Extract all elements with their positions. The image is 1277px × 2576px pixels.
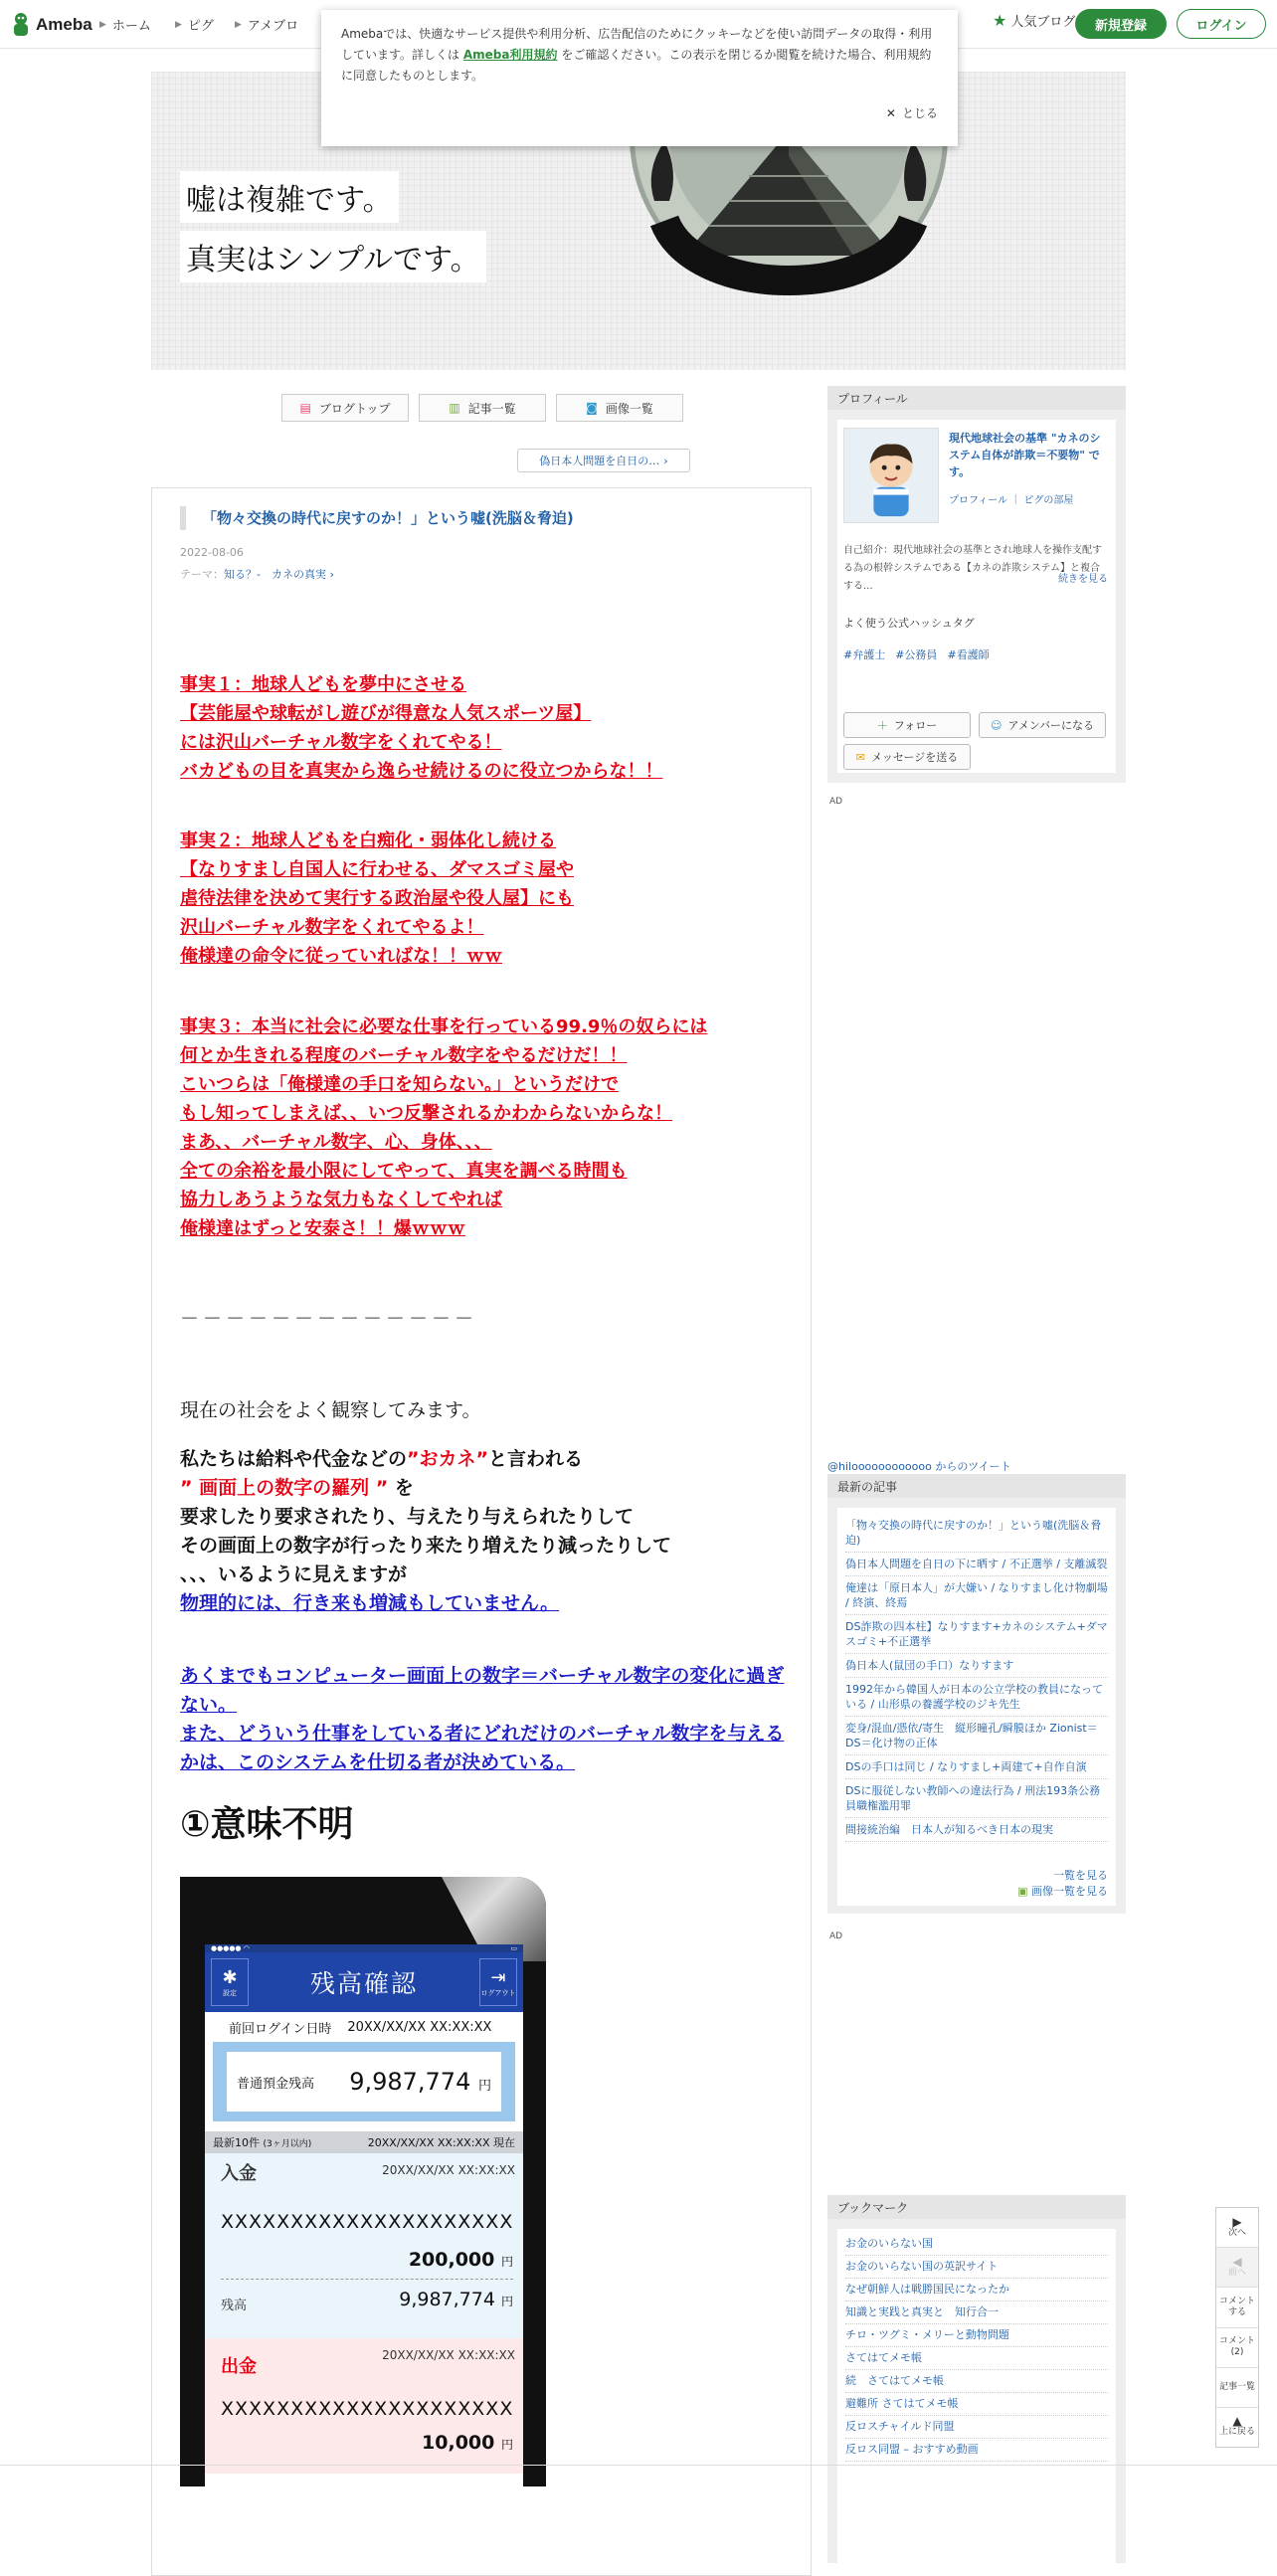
para1-blue-line: 物理的には、行き来も増減もしていません。 <box>180 1592 560 1614</box>
nav-ameblo[interactable]: ▶ アメブロ <box>235 19 299 34</box>
screen-header <box>205 1952 523 2012</box>
fact1-line: 事実１：地球人どもを夢中にさせる <box>180 674 466 695</box>
para1-line: 、、、いるように見えますが <box>180 1564 408 1585</box>
bookmark-heading: ブックマーク <box>827 2195 1126 2219</box>
bookmark-item[interactable]: さてはてメモ帳 <box>845 2347 1108 2370</box>
phone-screen <box>205 1944 523 2486</box>
back-to-top-button[interactable]: ▲ 上に戻る <box>1218 2414 1255 2438</box>
fact1-line: 【芸能屋や球転がし遊びが得意な人気スポーツ屋】 <box>180 703 592 724</box>
follow-button[interactable]: ＋ フォロー <box>843 712 971 738</box>
camera-icon: ◙ <box>586 401 598 415</box>
bookmark-item[interactable]: お金のいらない国 <box>845 2233 1108 2256</box>
comments-count-button[interactable]: コメント(2) <box>1216 2328 1258 2368</box>
logo-text: Ameba <box>36 15 92 34</box>
recent-list <box>845 1514 1108 1842</box>
profile-links: プロフィール ｜ ピグの部屋 <box>949 495 1074 506</box>
image-list-button[interactable]: ◙ 画像一覧 <box>556 394 683 422</box>
profile-heading: プロフィール <box>827 386 1126 410</box>
close-icon: ✕ <box>885 106 896 120</box>
chevron-right-icon: › <box>663 454 668 467</box>
blog-top-button[interactable]: ▤ ブログトップ <box>281 394 409 422</box>
observe-text: 現在の社会をよく観察してみます。 <box>180 1399 481 1421</box>
bookmark-widget <box>827 2195 1126 2563</box>
recent-item[interactable]: 偽日本人(鼠団の手口）なりすます <box>845 1654 1108 1678</box>
bookmark-item[interactable]: 反ロス同盟 – おすすめ動画 <box>845 2439 1108 2462</box>
banner-line-2: 真実はシンプルです。 <box>180 231 486 282</box>
profile-widget <box>827 391 1126 783</box>
signup-button[interactable]: 新規登録 <box>1075 9 1167 39</box>
ad-label: AD <box>829 797 843 807</box>
fact1-line: には沢山バーチャル数字をくれてやる！ <box>180 732 502 753</box>
fact3-line: こいつらは「俺様達の手口を知らない。」というだけで <box>180 1074 619 1095</box>
pigg-room-link[interactable]: ピグの部屋 <box>1023 495 1074 506</box>
popular-blog-link[interactable]: ★ 人気ブログ <box>993 11 1076 30</box>
recent-item[interactable]: DS詐欺の四本柱】なりすます+カネのシステム+ダマスゴミ+不正選挙 <box>845 1615 1108 1654</box>
fact2-line: 沢山バーチャル数字をくれてやるよ！ <box>180 917 484 938</box>
up-arrow-icon: ▲ <box>1232 2414 1242 2429</box>
login-button[interactable]: ログイン <box>1177 9 1266 39</box>
gear-icon: ✱ <box>222 1966 238 1988</box>
profile-intro: 自己紹介：現代地球社会の基準とされ地球人を操作支配する為の根幹システムである【カネの詐欺システム】と複合する... <box>843 545 1102 592</box>
hashtag[interactable]: #公務員 <box>895 648 938 661</box>
recent-item[interactable]: 1992年から韓国人が日本の公立学校の教員になっている / 山形県の養護学校のジキ先生 <box>845 1678 1108 1717</box>
article-date: 2022-08-06 <box>180 546 244 559</box>
fact3-line: 協力しあうような気力もなくしてやれば <box>180 1190 502 1210</box>
next-arrow-icon: ▶ <box>1232 2214 1242 2229</box>
view-list-link[interactable]: 一覧を見る <box>1053 1869 1108 1882</box>
read-more-link[interactable]: 続きを見る <box>1058 574 1108 585</box>
withdraw-entry: 出金 20XX/XX/XX XX:XX:XX XXXXXXXXXXXXXXXXXXXXX 10,000 円 <box>205 2338 523 2474</box>
amember-button[interactable]: ☺ アメンバーになる <box>979 712 1106 738</box>
bookmark-item[interactable]: 続 さてはてメモ帳 <box>845 2370 1108 2393</box>
para1-line1: 私たちは給料や代金などの”おカネ”と言われる <box>180 1448 584 1470</box>
last-login: 前回ログイン日時 20XX/XX/XX XX:XX:XX <box>229 2019 492 2037</box>
recent-item[interactable]: 偽日本人問題を自日の下に晒す / 不正選挙 / 支離滅裂 <box>845 1553 1108 1576</box>
image-icon: ▣ <box>1017 1885 1028 1898</box>
chevron-right-icon: › <box>325 568 334 581</box>
fact3-line: 全ての余裕を最小限にしてやって、真実を調べる時間も <box>180 1161 628 1182</box>
bookmark-item[interactable]: 避難所 さてはてメモ帳 <box>845 2393 1108 2416</box>
fact3-line: もし知ってしまえば、、いつ反撃されるかわからないからな！ <box>180 1103 672 1124</box>
cookie-text: Amebaでは、快適なサービス提供や利用分析、広告配信のためにクッキーなどを使い訪問データの取得・利用しています。詳しくは <box>341 27 933 62</box>
separator: －－－－－－－－－－－－－ <box>180 1308 478 1330</box>
deposit-entry: 入金 20XX/XX/XX XX:XX:XX XXXXXXXXXXXXXXXXXXXXX 200,000 円 残高 9,987,774 円 <box>205 2153 523 2338</box>
caret-icon: ▶ <box>235 19 242 30</box>
tweet-link[interactable]: @hiloooooooooooo からのツイート <box>827 1460 1011 1473</box>
fact2-line: 事実２：地球人どもを白痴化・弱体化し続ける <box>180 830 556 851</box>
logout-icon: ⇥ <box>490 1966 506 1988</box>
message-button[interactable]: ✉ メッセージを送る <box>843 744 971 770</box>
para2-blue-2: また、どういう仕事をしている者にどれだけのバーチャル数字を与えるかは、このシステムを仕切る者が決めている。 <box>180 1723 785 1773</box>
nav-pigg[interactable]: ▶ ピグ <box>175 19 214 34</box>
fact2-line: 俺様達の命令に従っていればな！！ｗｗ <box>180 946 502 967</box>
fact1-line: バカどもの目を真実から逸らせ続けるのに役立つからな！！ <box>180 761 663 782</box>
para1-line: 要求したり要求されたり、与えたり与えられたりして <box>180 1506 635 1528</box>
prev-arrow-icon: ◀ <box>1232 2254 1242 2269</box>
caret-icon: ▶ <box>99 19 106 30</box>
fact2-line: 虐待法律を決めて実行する政治屋や役人屋】にも <box>180 888 574 909</box>
floating-nav <box>1215 2207 1259 2448</box>
nav-home[interactable]: ▶ ホーム <box>99 19 151 34</box>
article-theme: テーマ：知る？- カネの真実 › <box>180 568 334 581</box>
hashtag-list <box>843 646 990 662</box>
para2-blue-1: あくまでもコンピューター画面上の数字＝バーチャル数字の変化に過ぎない。 <box>180 1665 785 1716</box>
profile-name[interactable]: 現代地球社会の基準 "カネのシステム自体が詐欺＝不要物" です。 <box>949 432 1101 478</box>
bookmark-item[interactable]: お金のいらない国の英訳サイト <box>845 2256 1108 2279</box>
bank-balance-phone-image <box>180 1877 546 2486</box>
article-title[interactable]: 「物々交換の時代に戻すのか！」という嘘(洗脳＆脅迫) <box>180 506 574 530</box>
screen-title: 残高確認 <box>309 1969 418 1998</box>
bookmark-list <box>845 2233 1108 2462</box>
fact3-line: まあ、、バーチャル数字、心、身体、、、 <box>180 1132 492 1153</box>
recent-item[interactable]: 間接統治編 日本人が知るべき日本の現実 <box>845 1818 1108 1842</box>
bookmark-item[interactable]: チロ・ツグミ・メリーと動物問題 <box>845 2324 1108 2347</box>
fact3-line: 何とか生きれる程度のバーチャル数字をやるだけだ！！ <box>180 1045 628 1066</box>
recent-heading: 最新の記事 <box>827 1474 1126 1498</box>
section-heading: ①意味不明 <box>180 1804 354 1845</box>
hashtag-heading: よく使う公式ハッシュタグ <box>843 617 975 630</box>
fact3-line: 俺様達はずっと安泰さ！！爆ｗｗｗ <box>180 1218 465 1239</box>
hashtag[interactable]: #弁護士 <box>843 648 886 661</box>
fact3-line: 事実３：本当に社会に必要な仕事を行っている99.9％の奴らには <box>180 1016 708 1037</box>
balance-panel: 普通預金残高 9,987,774 円 <box>213 2042 515 2121</box>
article-body <box>151 487 812 2576</box>
avatar[interactable] <box>843 428 939 523</box>
hashtag[interactable]: #看護師 <box>947 648 990 661</box>
home-icon: ▤ <box>299 401 311 415</box>
caret-icon: ▶ <box>175 19 182 30</box>
view-images-link[interactable]: 画像一覧を見る <box>1031 1885 1108 1898</box>
recent-item[interactable]: DSに服従しない教師への違法行為 / 刑法193条公務員職権濫用罪 <box>845 1779 1108 1818</box>
envelope-icon: ✉ <box>855 750 865 764</box>
recent-articles-widget <box>827 1474 1126 1914</box>
recent-item[interactable]: 「物々交換の時代に戻すのか！」という嘘(洗脳＆脅迫) <box>845 1514 1108 1553</box>
recent-item[interactable]: 俺達は「原日本人」が大嫌い / なりすまし化け物劇場 / 終演、終焉 <box>845 1576 1108 1615</box>
para1-line: その画面上の数字が行ったり来たり増えたり減ったりして <box>180 1535 672 1557</box>
bookmark-item[interactable]: 反ロスチャイルド同盟 <box>845 2416 1108 2439</box>
star-icon: ★ <box>993 11 1007 30</box>
status-bar <box>205 1944 523 1952</box>
profile-link[interactable]: プロフィール <box>949 495 1007 506</box>
banner-line-1: 嘘は複雑です。 <box>180 171 399 223</box>
signal-icon: ●●●●● ◠ <box>211 1944 250 1952</box>
footer-divider <box>0 2465 1277 2466</box>
battery-icon: ▭ <box>510 1944 517 1952</box>
plus-icon: ＋ <box>876 719 888 732</box>
prev-button[interactable]: ◀ 前へ <box>1216 2248 1258 2288</box>
cookie-notice <box>321 10 958 146</box>
recent-item[interactable]: DSの手口は同じ / なりすまし+両建て+自作自演 <box>845 1755 1108 1779</box>
ameba-mascot-icon <box>10 12 32 38</box>
article-list-button[interactable]: ▥ 記事一覧 <box>419 394 546 422</box>
logout-button: ⇥ ログアウト <box>479 1958 517 2006</box>
comment-button[interactable]: コメントする <box>1216 2288 1258 2327</box>
ameba-logo[interactable] <box>10 12 92 38</box>
ad-label: AD <box>829 1932 843 1941</box>
terms-link[interactable]: Ameba利用規約 <box>462 48 558 62</box>
member-icon: ☺ <box>990 718 1003 732</box>
recent-more-links <box>1017 1868 1108 1900</box>
cookie-text-after: をご確認ください。この表示を閉じるか閲覧を続けた場合、利用規約に同意したものとします。 <box>341 48 932 83</box>
cookie-close-button[interactable]: ✕ とじる <box>886 103 938 124</box>
list-icon: ▥ <box>449 401 460 415</box>
next-article-link[interactable]: 偽日本人問題を自日の… › <box>517 449 690 472</box>
recent-item[interactable]: 変身/混血/憑依/寄生 縦形曈孔/瞬膜ほか Zionist＝DS＝化け物の正体 <box>845 1717 1108 1755</box>
bookmark-item[interactable]: 知識と実践と真実と 知行合一 <box>845 2301 1108 2324</box>
fact2-line: 【なりすまし自国人に行わせる、ダマスゴミ屋や <box>180 859 574 880</box>
recent-bar: 最新10件 (3ヶ月以内) 20XX/XX/XX XX:XX:XX 現在 <box>205 2131 523 2153</box>
article-list-float-button[interactable]: 記事一覧 <box>1216 2368 1258 2408</box>
para1-line2: ” 画面上の数字の羅列 ” を <box>180 1477 414 1499</box>
next-button[interactable]: ▶ 次へ <box>1216 2208 1258 2248</box>
settings-button: ✱ 設定 <box>211 1958 249 2006</box>
bookmark-item[interactable]: なぜ朝鮮人は戦勝国民になったか <box>845 2279 1108 2301</box>
theme-link[interactable]: 知る？- カネの真実 <box>224 568 326 581</box>
